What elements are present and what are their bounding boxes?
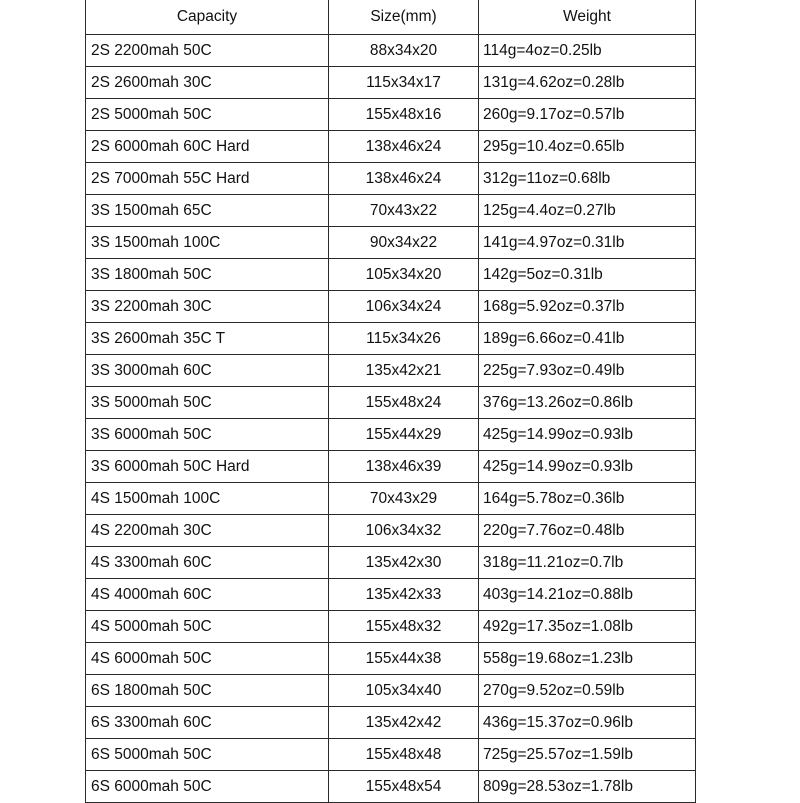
size-cell: 135x42x42 <box>329 707 479 739</box>
size-cell: 106x34x32 <box>329 515 479 547</box>
weight-cell: 403g=14.21oz=0.88lb <box>479 579 696 611</box>
size-cell: 88x34x20 <box>329 35 479 67</box>
table-row <box>86 323 696 355</box>
capacity-cell: 3S 1500mah 100C <box>86 227 329 259</box>
weight-cell: 295g=10.4oz=0.65lb <box>479 131 696 163</box>
capacity-cell: 4S 2200mah 30C <box>86 515 329 547</box>
size-cell: 105x34x20 <box>329 259 479 291</box>
table-header <box>86 0 696 35</box>
capacity-cell: 2S 7000mah 55C Hard <box>86 163 329 195</box>
size-cell: 115x34x26 <box>329 323 479 355</box>
weight-cell: 142g=5oz=0.31lb <box>479 259 696 291</box>
table-row <box>86 771 696 803</box>
weight-cell: 141g=4.97oz=0.31lb <box>479 227 696 259</box>
table-row <box>86 451 696 483</box>
table-row <box>86 419 696 451</box>
battery-spec-table <box>85 0 696 803</box>
table-body <box>86 35 696 803</box>
weight-cell: 558g=19.68oz=1.23lb <box>479 643 696 675</box>
weight-cell: 809g=28.53oz=1.78lb <box>479 771 696 803</box>
size-cell: 155x48x54 <box>329 771 479 803</box>
size-cell: 138x46x39 <box>329 451 479 483</box>
size-cell: 155x44x29 <box>329 419 479 451</box>
table-row <box>86 355 696 387</box>
capacity-cell: 3S 5000mah 50C <box>86 387 329 419</box>
table-row <box>86 291 696 323</box>
table-row <box>86 163 696 195</box>
capacity-cell: 4S 1500mah 100C <box>86 483 329 515</box>
capacity-cell: 3S 2200mah 30C <box>86 291 329 323</box>
weight-cell: 436g=15.37oz=0.96lb <box>479 707 696 739</box>
weight-cell: 131g=4.62oz=0.28lb <box>479 67 696 99</box>
capacity-cell: 4S 5000mah 50C <box>86 611 329 643</box>
capacity-cell: 4S 4000mah 60C <box>86 579 329 611</box>
weight-cell: 725g=25.57oz=1.59lb <box>479 739 696 771</box>
capacity-cell: 3S 6000mah 50C Hard <box>86 451 329 483</box>
header-weight: Weight <box>479 0 696 35</box>
weight-cell: 376g=13.26oz=0.86lb <box>479 387 696 419</box>
header-row <box>86 0 696 35</box>
weight-cell: 114g=4oz=0.25lb <box>479 35 696 67</box>
capacity-cell: 2S 2200mah 50C <box>86 35 329 67</box>
capacity-cell: 3S 1800mah 50C <box>86 259 329 291</box>
size-cell: 155x48x48 <box>329 739 479 771</box>
capacity-cell: 2S 6000mah 60C Hard <box>86 131 329 163</box>
capacity-cell: 6S 5000mah 50C <box>86 739 329 771</box>
table-row <box>86 483 696 515</box>
size-cell: 135x42x33 <box>329 579 479 611</box>
weight-cell: 492g=17.35oz=1.08lb <box>479 611 696 643</box>
table-row <box>86 259 696 291</box>
capacity-cell: 4S 3300mah 60C <box>86 547 329 579</box>
weight-cell: 270g=9.52oz=0.59lb <box>479 675 696 707</box>
weight-cell: 164g=5.78oz=0.36lb <box>479 483 696 515</box>
weight-cell: 318g=11.21oz=0.7lb <box>479 547 696 579</box>
size-cell: 135x42x21 <box>329 355 479 387</box>
table-row <box>86 643 696 675</box>
table-row <box>86 707 696 739</box>
header-size: Size(mm) <box>329 0 479 35</box>
size-cell: 138x46x24 <box>329 131 479 163</box>
weight-cell: 312g=11oz=0.68lb <box>479 163 696 195</box>
capacity-cell: 6S 1800mah 50C <box>86 675 329 707</box>
capacity-cell: 3S 1500mah 65C <box>86 195 329 227</box>
table-row <box>86 387 696 419</box>
table-row <box>86 611 696 643</box>
size-cell: 70x43x29 <box>329 483 479 515</box>
size-cell: 90x34x22 <box>329 227 479 259</box>
size-cell: 106x34x24 <box>329 291 479 323</box>
capacity-cell: 2S 2600mah 30C <box>86 67 329 99</box>
table-row <box>86 35 696 67</box>
weight-cell: 220g=7.76oz=0.48lb <box>479 515 696 547</box>
capacity-cell: 2S 5000mah 50C <box>86 99 329 131</box>
capacity-cell: 3S 6000mah 50C <box>86 419 329 451</box>
weight-cell: 225g=7.93oz=0.49lb <box>479 355 696 387</box>
size-cell: 155x48x16 <box>329 99 479 131</box>
capacity-cell: 3S 2600mah 35C T <box>86 323 329 355</box>
table-row <box>86 195 696 227</box>
table-row <box>86 675 696 707</box>
capacity-cell: 3S 3000mah 60C <box>86 355 329 387</box>
size-cell: 115x34x17 <box>329 67 479 99</box>
header-capacity: Capacity <box>86 0 329 35</box>
size-cell: 105x34x40 <box>329 675 479 707</box>
weight-cell: 260g=9.17oz=0.57lb <box>479 99 696 131</box>
table-row <box>86 739 696 771</box>
size-cell: 70x43x22 <box>329 195 479 227</box>
weight-cell: 125g=4.4oz=0.27lb <box>479 195 696 227</box>
table-row <box>86 131 696 163</box>
table-row <box>86 515 696 547</box>
capacity-cell: 6S 3300mah 60C <box>86 707 329 739</box>
capacity-cell: 4S 6000mah 50C <box>86 643 329 675</box>
size-cell: 135x42x30 <box>329 547 479 579</box>
table-row <box>86 579 696 611</box>
size-cell: 155x48x32 <box>329 611 479 643</box>
weight-cell: 189g=6.66oz=0.41lb <box>479 323 696 355</box>
table-row <box>86 227 696 259</box>
capacity-cell: 6S 6000mah 50C <box>86 771 329 803</box>
size-cell: 155x44x38 <box>329 643 479 675</box>
size-cell: 138x46x24 <box>329 163 479 195</box>
weight-cell: 425g=14.99oz=0.93lb <box>479 451 696 483</box>
weight-cell: 425g=14.99oz=0.93lb <box>479 419 696 451</box>
table-row <box>86 99 696 131</box>
weight-cell: 168g=5.92oz=0.37lb <box>479 291 696 323</box>
table-row <box>86 67 696 99</box>
size-cell: 155x48x24 <box>329 387 479 419</box>
table-row <box>86 547 696 579</box>
